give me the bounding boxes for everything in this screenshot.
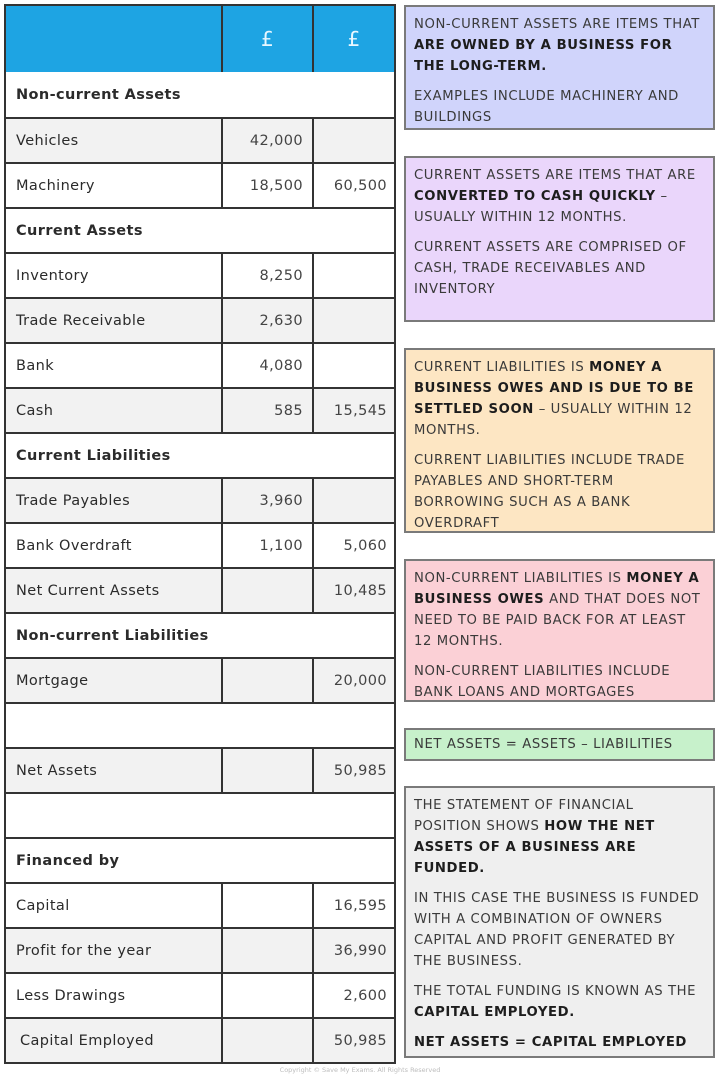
row-value-col1 [223,569,314,612]
note-text: – USUALLY WITHIN 12 MONTHS. [414,189,668,225]
note-text: NON-CURRENT LIABILITIES IS [414,571,627,586]
table-row [6,927,394,972]
row-value-col2: 10,485 [333,582,387,599]
row-value-col2 [314,119,394,162]
row-value-col2: 50,985 [333,762,387,779]
row-value-col2: 36,990 [333,942,387,959]
note-text: NET ASSETS = ASSETS – LIABILITIES [414,737,673,752]
table-row [6,1017,394,1062]
row-label: Machinery [6,164,223,207]
row-value-col1: 1,100 [223,524,314,567]
table-row [6,252,394,297]
note-text: THE STATEMENT OF FINANCIAL POSITION SHOWS [414,798,634,834]
note-emphasis: MONEY A BUSINESS OWES AND IS DUE TO BE SETTLED SOON [414,360,694,417]
table-row [6,297,394,342]
note-text: CURRENT ASSETS ARE ITEMS THAT ARE [414,168,696,183]
row-value-col2 [314,254,394,297]
row-label: Inventory [6,254,223,297]
row-label: Net Current Assets [6,569,223,612]
note-text: IN THIS CASE THE BUSINESS IS FUNDED WITH A COMBINATION OF OWNERS CAPITAL AND PROFIT GENERATED BY THE BUSINESS. [414,891,700,969]
section-heading-row [6,72,394,117]
blank-row [6,702,394,747]
note-text: CURRENT ASSETS ARE COMPRISED OF CASH, TRADE RECEIVABLES AND INVENTORY [414,240,687,297]
section-heading-row [6,612,394,657]
row-value-col1 [223,749,314,792]
row-value-col2: 15,545 [333,402,387,419]
section-heading-row [6,432,394,477]
section-heading: Financed by [16,852,120,869]
row-value-col2: 50,985 [333,1032,387,1049]
table-row [6,162,394,207]
row-value-col2: 20,000 [333,672,387,689]
row-label: Bank [6,344,223,387]
row-value-col1 [223,929,314,972]
note-text: NON-CURRENT LIABILITIES INCLUDE BANK LOANS AND MORTGAGES [414,664,671,700]
note-current-assets [404,156,715,322]
section-heading: Current Liabilities [16,447,171,464]
table-row [6,522,394,567]
row-label: Bank Overdraft [6,524,223,567]
note-emphasis: NET ASSETS = CAPITAL EMPLOYED [414,1035,687,1050]
statement-of-financial-position-table [4,4,396,1064]
note-emphasis: CONVERTED TO CASH QUICKLY [414,189,656,204]
row-label: Cash [6,389,223,432]
note-financing [404,786,715,1058]
row-value-col2: 5,060 [343,537,387,554]
row-value-col1: 4,080 [223,344,314,387]
note-current-liabilities [404,348,715,533]
note-non-current-liabilities [404,559,715,702]
row-label: Trade Payables [6,479,223,522]
note-text: CURRENT LIABILITIES INCLUDE TRADE PAYABLES AND SHORT-TERM BORROWING SUCH AS A BANK OVERDRAFT [414,453,685,531]
row-value-col2 [314,344,394,387]
note-text: EXAMPLES INCLUDE MACHINERY AND BUILDINGS [414,89,679,125]
row-label: Mortgage [6,659,223,702]
blank-cell [6,794,394,837]
row-label: Less Drawings [6,974,223,1017]
note-text: NON-CURRENT ASSETS ARE ITEMS THAT [414,17,700,32]
table-header-row [6,6,394,72]
section-heading-row [6,837,394,882]
section-heading-row [6,207,394,252]
row-value-col1: 8,250 [223,254,314,297]
row-value-col2: 60,500 [333,177,387,194]
row-value-col2: 2,600 [343,987,387,1004]
header-label-cell [6,6,223,72]
note-emphasis: MONEY A BUSINESS OWES [414,571,700,607]
note-text: AND THAT DOES NOT NEED TO BE PAID BACK FOR AT LEAST 12 MONTHS. [414,592,701,649]
note-text: – USUALLY WITHIN 12 MONTHS. [414,402,693,438]
row-value-col1: 18,500 [223,164,314,207]
note-emphasis: CAPITAL EMPLOYED. [414,1005,575,1020]
row-value-col1 [223,884,314,927]
table-row [6,657,394,702]
row-label: Net Assets [6,749,223,792]
note-text: THE TOTAL FUNDING IS KNOWN AS THE [414,984,697,999]
row-value-col2: 16,595 [333,897,387,914]
row-value-col1 [223,974,314,1017]
table-row [6,567,394,612]
table-row [6,882,394,927]
row-value-col1: 42,000 [223,119,314,162]
row-value-col1: 585 [223,389,314,432]
table-row [6,387,394,432]
table-row [6,477,394,522]
table-row [6,972,394,1017]
note-non-current-assets [404,5,715,130]
row-value-col1: 2,630 [223,299,314,342]
row-value-col2 [314,479,394,522]
row-label: Vehicles [6,119,223,162]
table-row [6,342,394,387]
row-label: Profit for the year [6,929,223,972]
note-emphasis: HOW THE NET ASSETS OF A BUSINESS ARE FUNDED. [414,819,655,876]
blank-row [6,792,394,837]
section-heading: Non-current Assets [16,86,181,103]
table-row [6,747,394,792]
copyright-notice: Copyright © Save My Exams. All Rights Reserved [279,1066,441,1074]
note-emphasis: ARE OWNED BY A BUSINESS FOR THE LONG-TERM. [414,38,673,74]
row-value-col1: 3,960 [223,479,314,522]
row-label: Trade Receivable [6,299,223,342]
header-currency-col1: £ [223,6,314,72]
row-value-col1 [223,1019,314,1062]
blank-cell [6,704,394,747]
note-text: CURRENT LIABILITIES IS [414,360,590,375]
row-label: Capital Employed [6,1019,223,1062]
note-net-assets-formula [404,728,715,761]
header-currency-col2: £ [347,27,361,51]
section-heading: Current Assets [16,222,143,239]
section-heading: Non-current Liabilities [16,627,209,644]
row-label: Capital [6,884,223,927]
row-value-col1 [223,659,314,702]
table-row [6,117,394,162]
row-value-col2 [314,299,394,342]
